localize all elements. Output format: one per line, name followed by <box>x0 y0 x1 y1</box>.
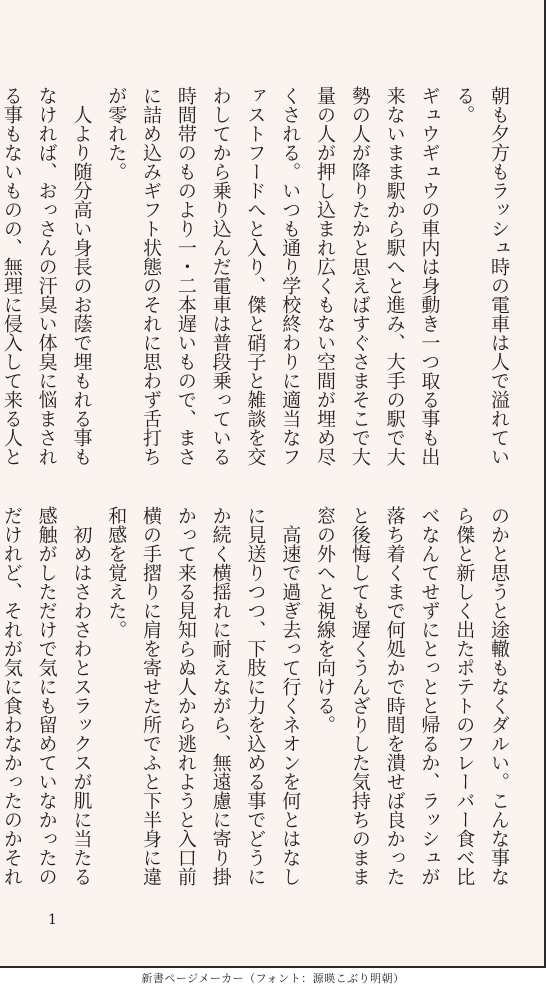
upper-text-block: 朝も夕方もラッシュ時の電車は人で溢れている。 ギュウギュウの車内は身動き一つ取る事も出来ないまま駅から駅へと進み、大手の駅で大勢の人が降りたかと思えばすぐさまそこで大量の人が押し込まれ広くもない空間が埋め尽くされる。いつも通り学校終わりに適当なファストフードへと入り、傑と硝子と雑談を交わしてから乗り込んだ電車は普段乗っている時間帯のものより一・二本遅いもので、まさに詰め込みギフト状態のそれに思わず舌打ちが零れた。 人より随分高い身長のお蔭で埋もれる事もなければ、おっさんの汗臭い体臭に悩まされる事もないものの、無理に侵入して来る人と <box>0 86 510 466</box>
lower-text-block: のかと思うと途轍もなくダルい。こんな事なら傑と新しく出たポテトのフレーバー食べ比べなんてせずにとっとと帰るか、ラッシュが落ち着くまで何処かで時間を潰せば良かったと後悔しても遅くうんざりした気持ちのまま窓の外へと視線を向ける。 高速で過ぎ去って行くネオンを何とはなしに見送りつつ、下肢に力を込める事でどうにか続く横揺れに耐えながら、無遠慮に寄り掛かって来る見知らぬ人から逃れようと入口前横の手摺りに肩を寄せた所でふと下半身に違和感を覚えた。 初めはさわさわとスラックスが肌に当たる感触がしただけで気にも留めていなかったのだけれど、それが気に食わなかったのかそれ <box>0 506 510 886</box>
page-number: 1 <box>48 912 57 928</box>
footer-caption: 新書ページメーカー（フォント：源暎こぶり明朝） <box>141 972 405 985</box>
